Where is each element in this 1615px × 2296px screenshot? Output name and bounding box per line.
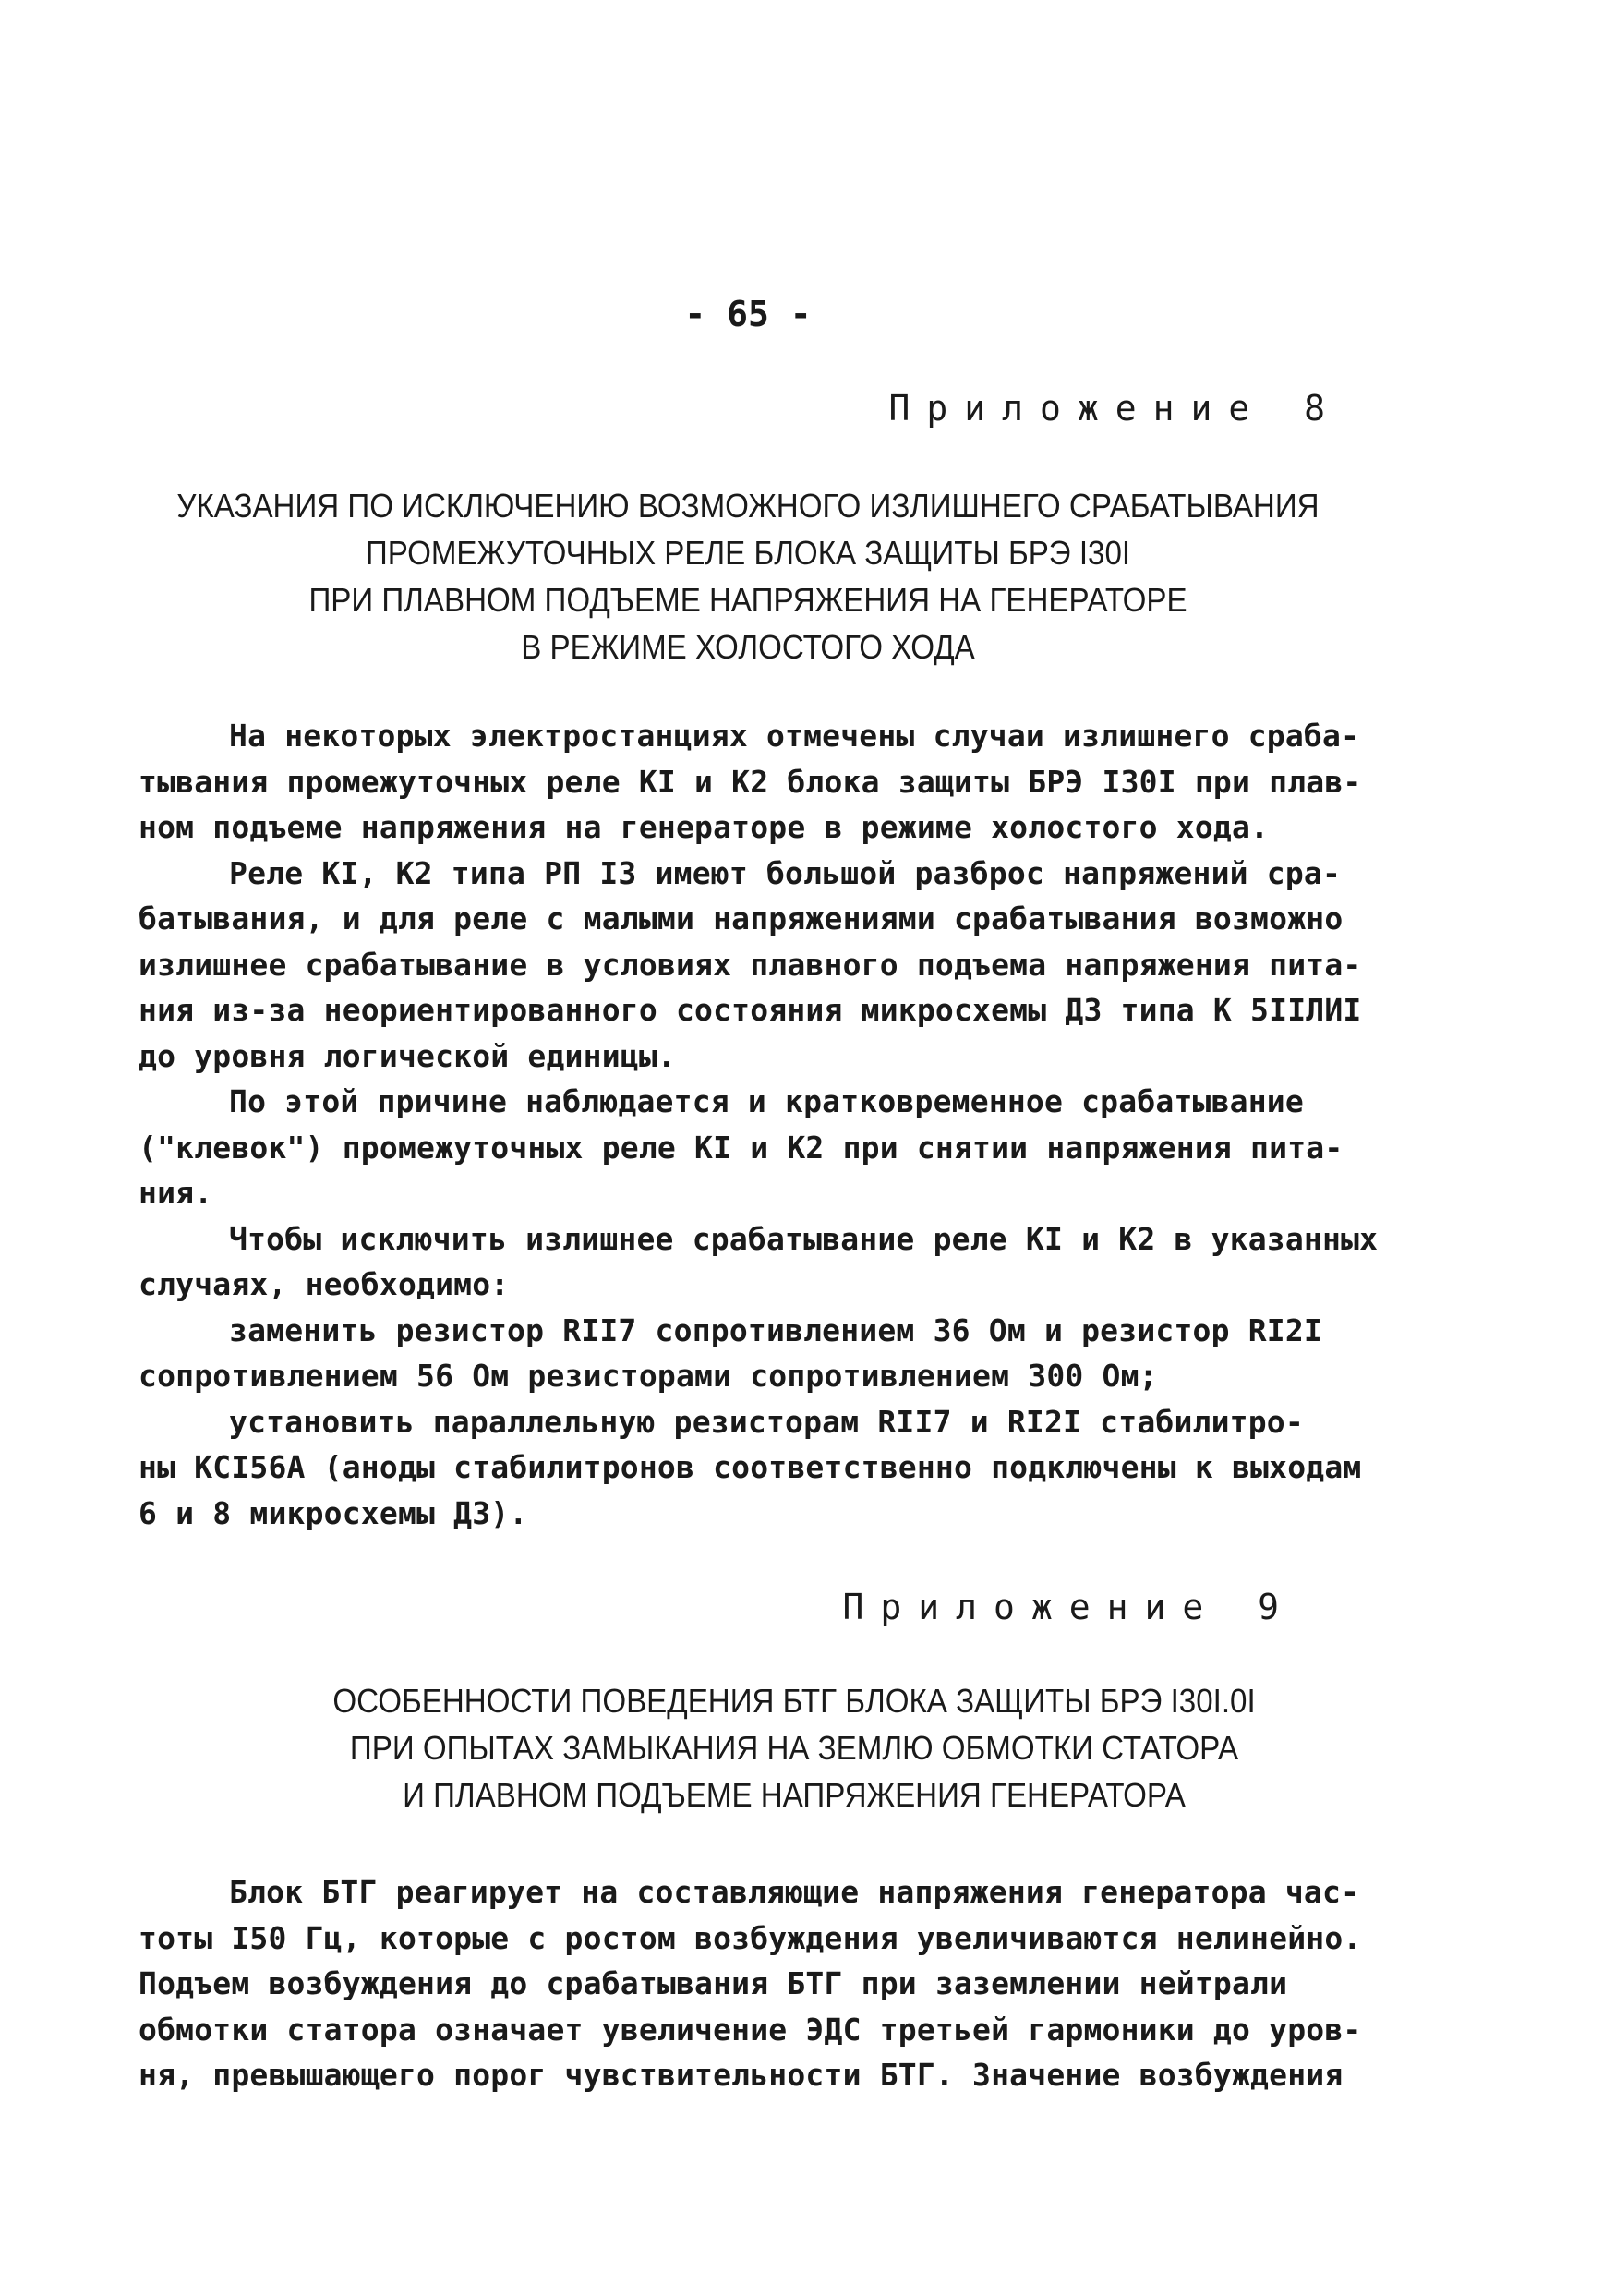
title-line: ОСОБЕННОСТИ ПОВЕДЕНИЯ БТГ БЛОКА ЗАЩИТЫ БРЭ I30I.0I <box>332 1682 1256 1720</box>
text-line: сопротивлением 56 Ом резисторами сопротивлением 300 Ом; <box>139 1358 1158 1394</box>
text-line: ния. <box>139 1175 213 1211</box>
text-line: По этой причине наблюдается и кратковременное срабатывание <box>229 1083 1304 1119</box>
text-line: Подъем возбуждения до срабатывания БТГ при заземлении нейтрали <box>139 1965 1288 2001</box>
appendix-9-label: Приложение 9 <box>842 1587 1296 1627</box>
text-line: ном подъеме напряжения на генераторе в режиме холостого хода. <box>139 809 1270 845</box>
appendix-9-title <box>106 1677 1482 1819</box>
appendix-8-body <box>139 713 1394 1536</box>
text-line: Реле КI, К2 типа РП I3 имеют большой разброс напряжений сра- <box>229 854 1342 891</box>
text-line: излишнее срабатывание в условиях плавного подъема напряжения пита- <box>139 946 1362 983</box>
text-line: случаях, необходимо: <box>139 1266 510 1302</box>
title-line: И ПЛАВНОМ ПОДЪЕМЕ НАПРЯЖЕНИЯ ГЕНЕРАТОРА <box>403 1776 1186 1814</box>
title-line: ПРОМЕЖУТОЧНЫХ РЕЛЕ БЛОКА ЗАЩИТЫ БРЭ I30I <box>365 534 1131 572</box>
text-line: ("клевок") промежуточных реле КI и К2 при снятии напряжения пита- <box>139 1129 1344 1166</box>
page-number: - 65 - <box>684 294 812 334</box>
appendix-8-label: Приложение 8 <box>888 388 1342 429</box>
text-line: до уровня логической единицы. <box>139 1037 676 1074</box>
text-line: батывания, и для реле с малыми напряжениями срабатывания возможно <box>139 900 1344 937</box>
text-line: ны КСI56А (аноды стабилитронов соответственно подключены к выходам <box>139 1449 1362 1485</box>
appendix-8-title <box>60 482 1436 671</box>
text-line: На некоторых электростанциях отмечены случаи излишнего сраба- <box>229 718 1360 754</box>
text-line: ния из-за неориентированного состояния микросхемы ДЗ типа К 5IIЛИI <box>139 992 1362 1028</box>
text-line: тывания промежуточных реле КI и К2 блока защиты БРЭ I30I при плав- <box>139 763 1362 800</box>
text-line: ня, превышающего порог чувствительности БТГ. Значение возбуждения <box>139 2057 1344 2093</box>
text-line: Блок БТГ реагирует на составляющие напряжения генератора час- <box>229 1874 1360 1910</box>
text-line: Чтобы исключить излишнее срабатывание реле КI и К2 в указанных <box>229 1220 1379 1257</box>
text-line: обмотки статора означает увеличение ЭДС третьей гармоники до уров- <box>139 2011 1362 2048</box>
title-line: УКАЗАНИЯ ПО ИСКЛЮЧЕНИЮ ВОЗМОЖНОГО ИЗЛИШНЕГО СРАБАТЫВАНИЯ <box>176 487 1320 525</box>
appendix-9-body <box>139 1869 1394 2098</box>
title-line: ПРИ ПЛАВНОМ ПОДЪЕМЕ НАПРЯЖЕНИЯ НА ГЕНЕРАТОРЕ <box>308 581 1187 619</box>
title-line: В РЕЖИМЕ ХОЛОСТОГО ХОДА <box>521 628 975 666</box>
text-line: установить параллельную резисторам RII7 и RI2I стабилитро- <box>229 1403 1304 1440</box>
text-line: заменить резистор RII7 сопротивлением 36 Ом и резистор RI2I <box>229 1311 1322 1348</box>
text-line: тоты I50 Гц, которые с ростом возбуждения увеличиваются нелинейно. <box>139 1919 1362 1956</box>
title-line: ПРИ ОПЫТАХ ЗАМЫКАНИЯ НА ЗЕМЛЮ ОБМОТКИ СТАТОРА <box>349 1729 1239 1767</box>
text-line: 6 и 8 микросхемы ДЗ). <box>139 1494 528 1531</box>
